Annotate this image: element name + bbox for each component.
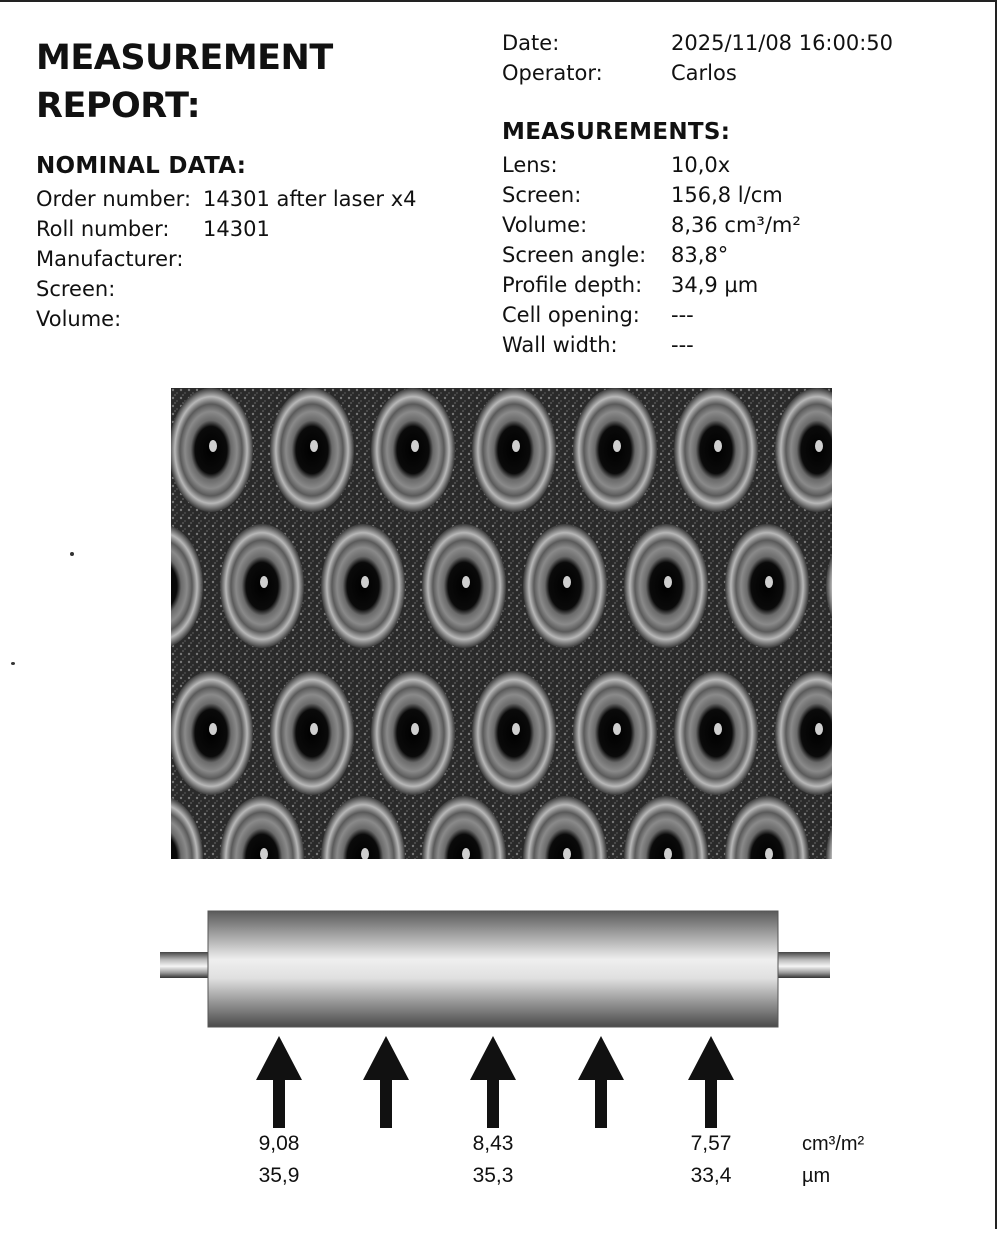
roll-body [208, 911, 778, 1027]
operator-label: Operator: [502, 61, 603, 85]
nominal-list [36, 184, 456, 334]
scan-speck [70, 552, 74, 556]
date-label: Date: [502, 31, 560, 55]
up-arrow-icon [468, 1036, 518, 1128]
scan-speck [11, 662, 15, 665]
header-info [502, 28, 942, 88]
anilox-roll-diagram [155, 905, 835, 1035]
measurement-label: Profile depth: [502, 273, 643, 297]
cell-highlight [411, 440, 419, 452]
nominal-label: Manufacturer: [36, 247, 184, 271]
cell-highlight [714, 440, 722, 452]
measurement-value: 34,9 µm [671, 273, 759, 297]
report-title [36, 34, 333, 130]
measurement-value: --- [671, 333, 694, 357]
roll-shaft-right [778, 952, 830, 978]
measurement-row [502, 180, 942, 210]
nominal-row [36, 274, 456, 304]
cell-highlight [765, 576, 773, 588]
cell-highlight [815, 723, 823, 735]
measurement-row [502, 210, 942, 240]
depth-reading: 33,4 [690, 1164, 732, 1187]
cell-highlight [260, 576, 268, 588]
measurement-row [502, 240, 942, 270]
cell-highlight [613, 723, 621, 735]
cell-highlight [462, 576, 470, 588]
measurements-heading: MEASUREMENTS: [502, 119, 731, 145]
depth-reading: 35,9 [258, 1164, 300, 1187]
measurement-row [502, 300, 942, 330]
cell-highlight [411, 723, 419, 735]
cell-highlight [563, 576, 571, 588]
nominal-label: Roll number: [36, 217, 170, 241]
nominal-row [36, 184, 456, 214]
nominal-label: Screen: [36, 277, 116, 301]
measurement-label: Volume: [502, 213, 588, 237]
cell-highlight [664, 576, 672, 588]
nominal-value: 14301 [203, 217, 270, 241]
measurement-row [502, 270, 942, 300]
report-title-line2: REPORT: [36, 86, 201, 126]
cell-highlight [714, 723, 722, 735]
depth-unit: µm [802, 1165, 831, 1187]
measurement-label: Screen angle: [502, 243, 647, 267]
cell-highlight [512, 440, 520, 452]
nominal-row [36, 214, 456, 244]
roll-shaft-left [160, 952, 208, 978]
volume-reading: 7,57 [690, 1132, 732, 1155]
cell-highlight [815, 440, 823, 452]
up-arrow-icon [361, 1036, 411, 1128]
measurement-row [502, 150, 942, 180]
measurement-value: 8,36 cm³/m² [671, 213, 801, 237]
cell-highlight [512, 723, 520, 735]
nominal-label: Order number: [36, 187, 192, 211]
measurement-label: Screen: [502, 183, 582, 207]
measurement-value: 83,8° [671, 243, 729, 267]
volume-reading: 8,43 [472, 1132, 514, 1155]
cell-highlight [613, 440, 621, 452]
operator-row [502, 58, 942, 88]
cell-highlight [361, 576, 369, 588]
date-row [502, 28, 942, 58]
measurement-value: 10,0x [671, 153, 731, 177]
nominal-value: 14301 after laser x4 [203, 187, 417, 211]
cell-highlight [209, 440, 217, 452]
anilox-cell-micrograph [171, 388, 832, 859]
measurement-row [502, 330, 942, 360]
measurement-label: Cell opening: [502, 303, 640, 327]
nominal-heading: NOMINAL DATA: [36, 153, 247, 179]
up-arrow-icon [254, 1036, 304, 1128]
measurement-label: Wall width: [502, 333, 618, 357]
nominal-label: Volume: [36, 307, 122, 331]
cell-highlight [209, 723, 217, 735]
operator-value: Carlos [671, 61, 737, 85]
measurement-value: 156,8 l/cm [671, 183, 783, 207]
up-arrow-icon [576, 1036, 626, 1128]
date-value: 2025/11/08 16:00:50 [671, 31, 894, 55]
measurement-label: Lens: [502, 153, 558, 177]
cell-highlight [310, 440, 318, 452]
volume-reading: 9,08 [258, 1132, 300, 1155]
up-arrow-icon [686, 1036, 736, 1128]
measurements-list [502, 150, 942, 360]
volume-unit: cm³/m² [802, 1133, 865, 1155]
nominal-row [36, 304, 456, 334]
measurement-value: --- [671, 303, 694, 327]
depth-reading: 35,3 [472, 1164, 514, 1187]
report-title-line1: MEASUREMENT [36, 38, 333, 78]
nominal-row [36, 244, 456, 274]
cell-highlight [310, 723, 318, 735]
